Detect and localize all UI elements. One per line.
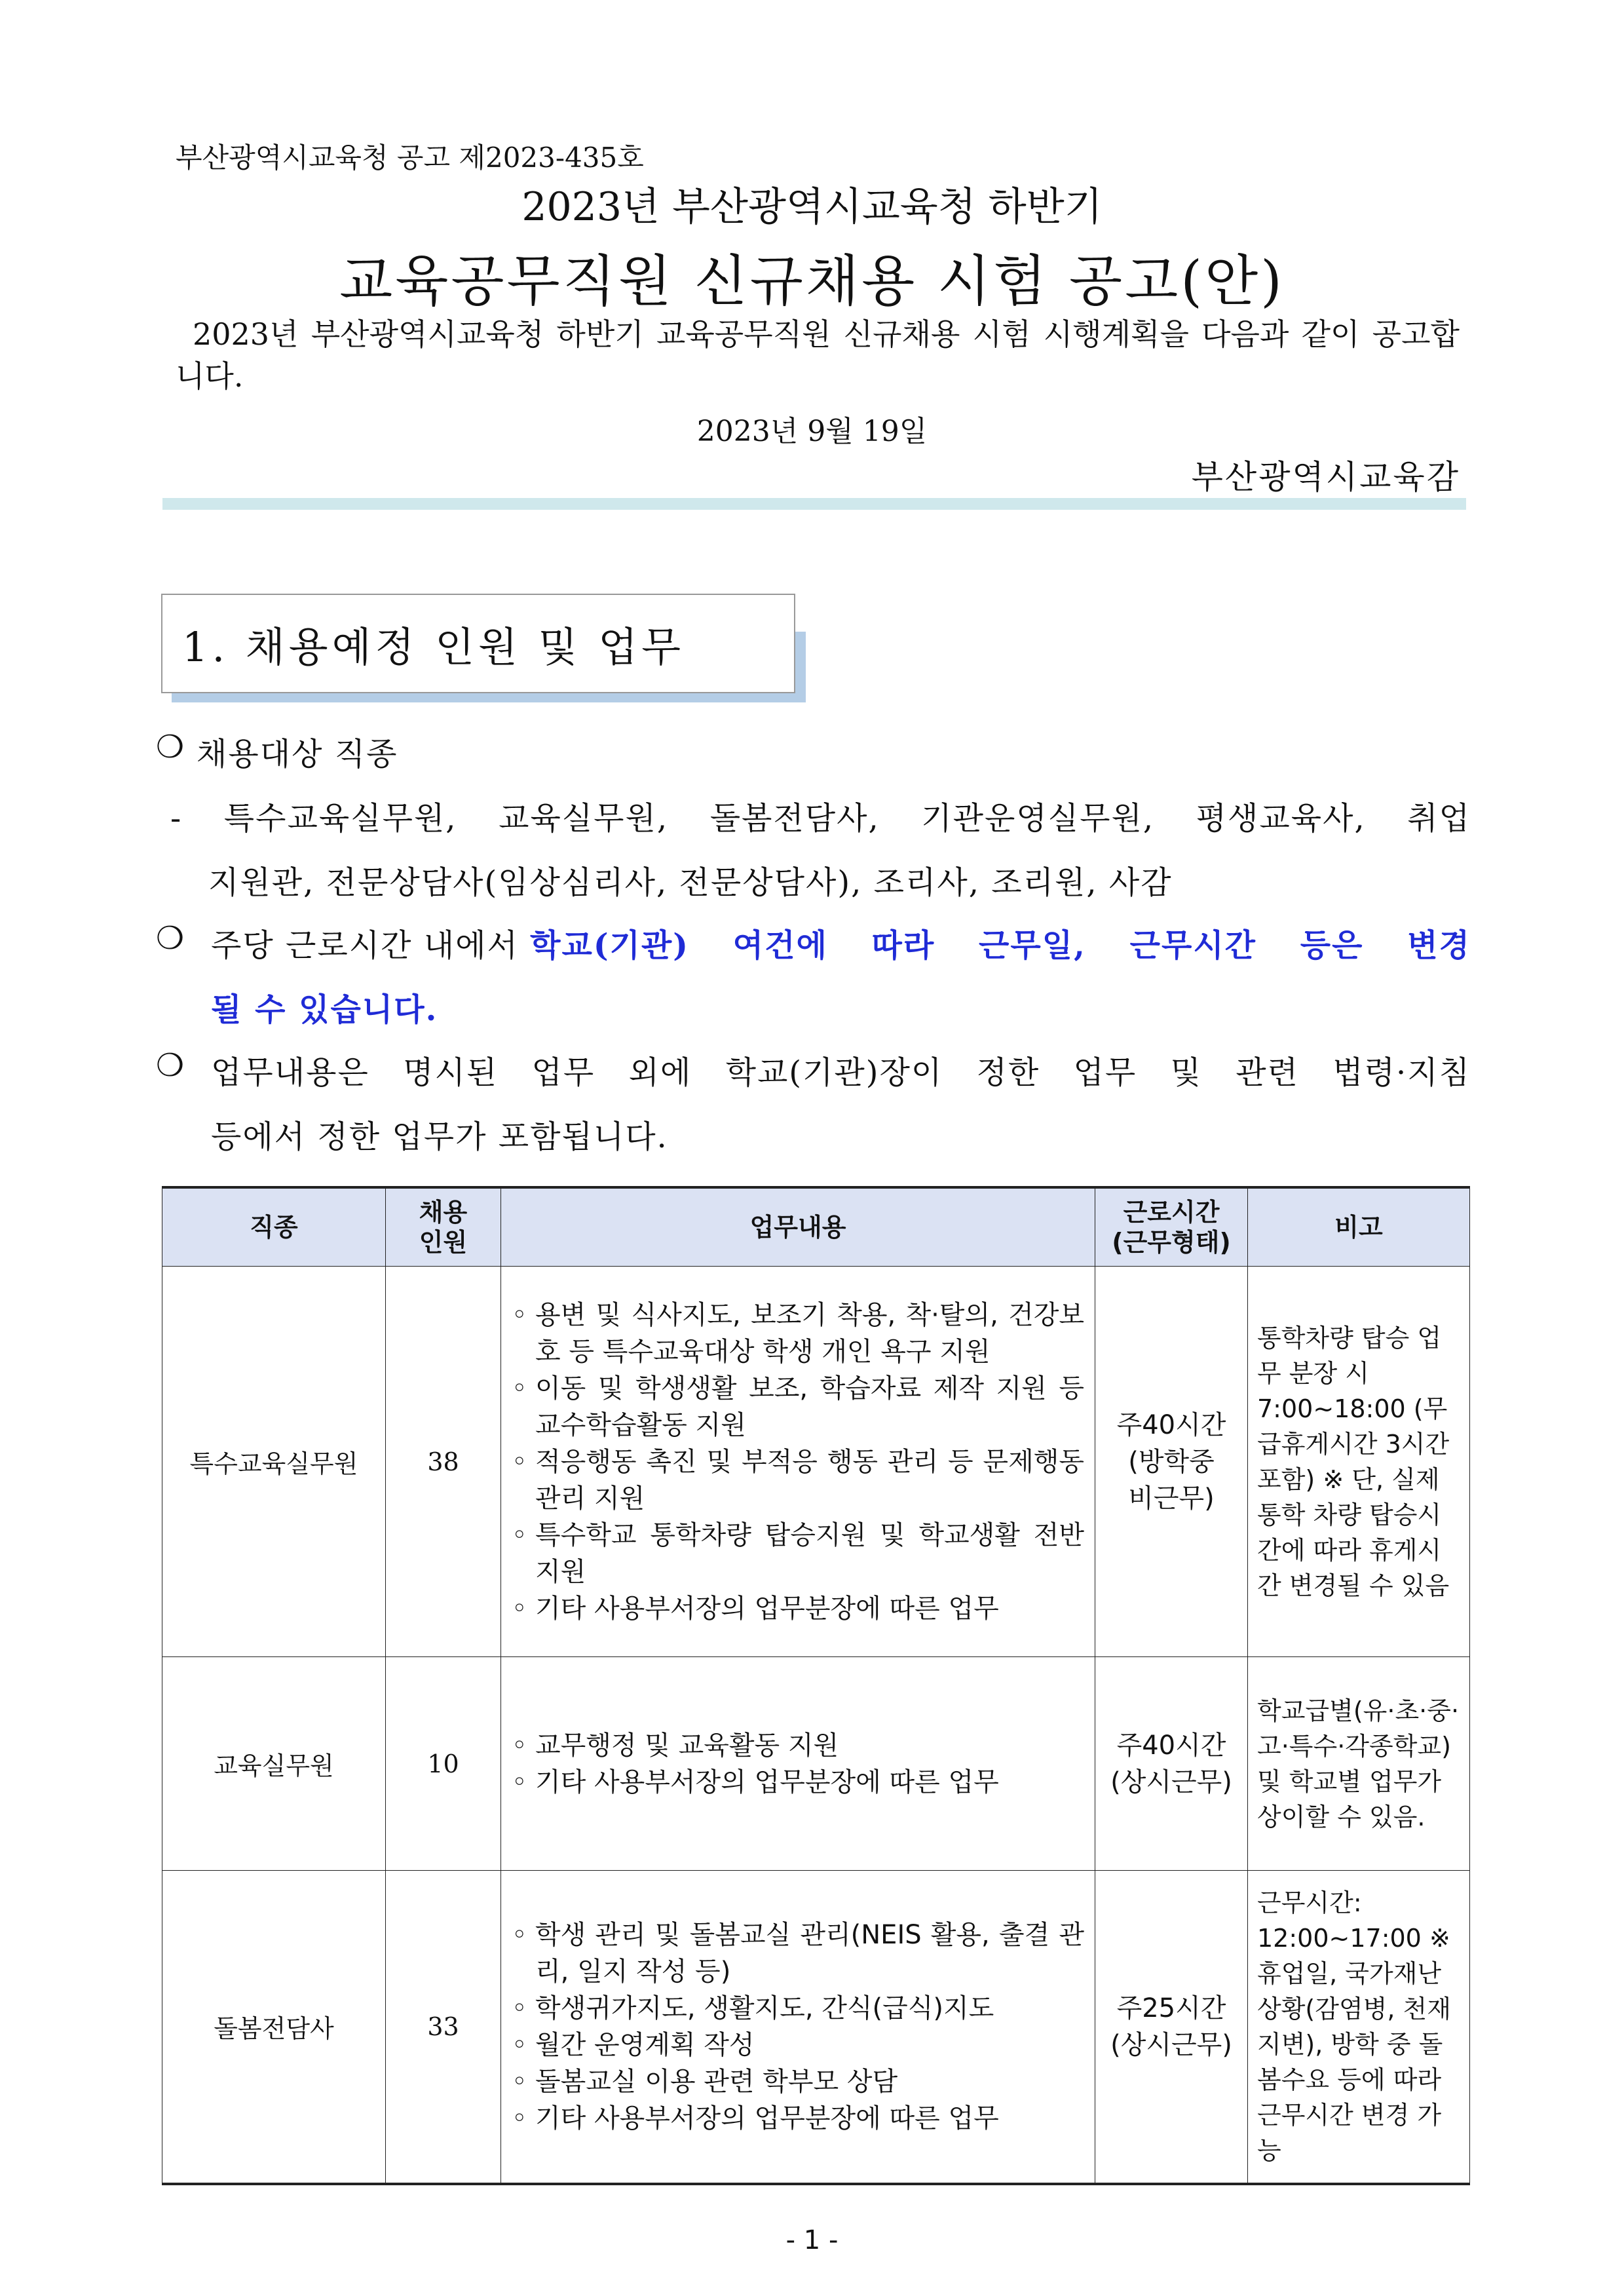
header-remarks: 비고 <box>1248 1187 1470 1267</box>
duty-item: ◦ 학생 관리 및 돌봄교실 관리(NEIS 활용, 출결 관리, 일지 작성 등) <box>512 1917 1084 1990</box>
cell-job: 돌봄전담사 <box>162 1871 386 2184</box>
duty-item: ◦ 이동 및 학생생활 보조, 학습자료 제작 지원 등 교수학습활동 지원 <box>512 1370 1084 1444</box>
notice-number: 부산광역시교육청 공고 제2023-435호 <box>176 142 644 174</box>
header-duties: 업무내용 <box>501 1187 1095 1267</box>
intro-paragraph: 2023년 부산광역시교육청 하반기 교육공무직원 신규채용 시험 시행계획을 다음과 같이 공고합니다. <box>176 316 1460 394</box>
header-hours-line-1: 근로시간 <box>1123 1198 1220 1227</box>
cell-hours <box>1095 1657 1248 1871</box>
section-heading <box>161 594 795 693</box>
cell-job: 교육실무원 <box>162 1657 386 1871</box>
bullet-target-jobs: 채용대상 직종 <box>197 736 398 773</box>
duty-item: ◦ 기타 사용부서장의 업무분장에 따른 업무 <box>512 1764 1084 1801</box>
header-count-line-2: 인원 <box>419 1228 468 1257</box>
hours-line-2: (상시근무) <box>1110 1767 1232 1797</box>
duty-item: ◦ 기타 사용부서장의 업무분장에 따른 업무 <box>512 2100 1084 2137</box>
recruitment-table <box>162 1186 1470 2185</box>
cell-remarks: 근무시간: 12:00~17:00 ※ 휴업일, 국가재난상황(감염병, 천재지변), 방학 중 돌봄수요 등에 따라 근무시간 변경 가능 <box>1248 1871 1470 2184</box>
title-line-1: 2023년 부산광역시교육청 하반기 <box>521 184 1103 230</box>
working-hours-emphasis-line-2: 될 수 있습니다. <box>211 991 438 1028</box>
job-list-line-1: - 특수교육실무원, 교육실무원, 돌봄전담사, 기관운영실무원, 평생교육사, 취업 <box>170 800 1471 837</box>
working-hours-emphasis: 학교(기관) 여건에 따라 근무일, 근무시간 등은 변경 <box>530 927 1471 964</box>
cell-duties <box>501 1267 1095 1657</box>
table-header-row <box>162 1187 1470 1267</box>
cell-count: 38 <box>386 1267 501 1657</box>
cell-duties <box>501 1871 1095 2184</box>
issuer: 부산광역시교육감 <box>1191 458 1460 496</box>
cell-remarks: 통학차량 탑승 업무 분장 시 7:00~18:00 (무급휴게시간 3시간 포함) ※ 단, 실제 통학 차량 탑승시간에 따라 휴게시간 변경될 수 있음 <box>1248 1267 1470 1657</box>
table-row <box>162 1871 1470 2184</box>
working-hours-text: 주당 근로시간 내에서 <box>211 927 531 964</box>
cell-job: 특수교육실무원 <box>162 1267 386 1657</box>
bullet-working-hours <box>211 920 1471 965</box>
duty-item: ◦ 월간 운영계획 작성 <box>512 2027 1084 2063</box>
bullet-circle-icon: ❍ <box>156 1047 185 1084</box>
header-hours-line-2: (근무형태) <box>1112 1228 1231 1257</box>
hours-line-1: 주25시간 <box>1116 1993 1226 2023</box>
duty-item: ◦ 기타 사용부서장의 업무분장에 따른 업무 <box>512 1590 1084 1627</box>
duty-scope-line-1: 업무내용은 명시된 업무 외에 학교(기관)장이 정한 업무 및 관련 법령·지침 <box>211 1054 1471 1091</box>
section-heading-text: 1. 채용예정 인원 및 업무 <box>182 622 685 671</box>
cell-count: 33 <box>386 1871 501 2184</box>
header-count <box>386 1187 501 1267</box>
header-job: 직종 <box>162 1187 386 1267</box>
duty-item: ◦ 돌봄교실 이용 관련 학부모 상담 <box>512 2063 1084 2100</box>
table-row <box>162 1657 1470 1871</box>
title-line-2: 교육공무직원 신규채용 시험 공고(안) <box>339 249 1285 313</box>
cell-duties <box>501 1657 1095 1871</box>
duty-item: ◦ 적응행동 촉진 및 부적응 행동 관리 등 문제행동 관리 지원 <box>512 1444 1084 1517</box>
bullet-circle-icon: ❍ <box>156 729 185 765</box>
duty-item: ◦ 학생귀가지도, 생활지도, 간식(급식)지도 <box>512 1990 1084 2027</box>
hours-line-2: (상시근무) <box>1110 2029 1232 2060</box>
hours-line-1: 주40시간 <box>1116 1409 1226 1440</box>
header-divider <box>162 498 1466 510</box>
duty-item: ◦ 교무행정 및 교육활동 지원 <box>512 1727 1084 1764</box>
page-number: - 1 - <box>785 2225 839 2255</box>
hours-line-2: (방학중 <box>1128 1446 1215 1477</box>
duty-item: ◦ 용변 및 식사지도, 보조기 착용, 착·탈의, 건강보호 등 특수교육대상 학생 개인 욕구 지원 <box>512 1297 1084 1370</box>
job-list-line-2: 지원관, 전문상담사(임상심리사, 전문상담사), 조리사, 조리원, 사감 <box>208 864 1173 901</box>
cell-remarks: 학교급별(유·초·중·고·특수·각종학교) 및 학교별 업무가 상이할 수 있음. <box>1248 1657 1470 1871</box>
duty-item: ◦ 특수학교 통학차량 탑승지원 및 학교생활 전반 지원 <box>512 1517 1084 1590</box>
cell-count: 10 <box>386 1657 501 1871</box>
duty-scope-line-2: 등에서 정한 업무가 포함됩니다. <box>211 1119 668 1155</box>
notice-date: 2023년 9월 19일 <box>696 415 928 448</box>
cell-hours <box>1095 1267 1248 1657</box>
table-row <box>162 1267 1470 1657</box>
header-count-line-1: 채용 <box>419 1198 468 1227</box>
hours-line-3: 비근무) <box>1128 1483 1215 1514</box>
hours-line-1: 주40시간 <box>1116 1730 1226 1761</box>
header-hours <box>1095 1187 1248 1267</box>
cell-hours <box>1095 1871 1248 2184</box>
bullet-circle-icon: ❍ <box>156 920 185 957</box>
